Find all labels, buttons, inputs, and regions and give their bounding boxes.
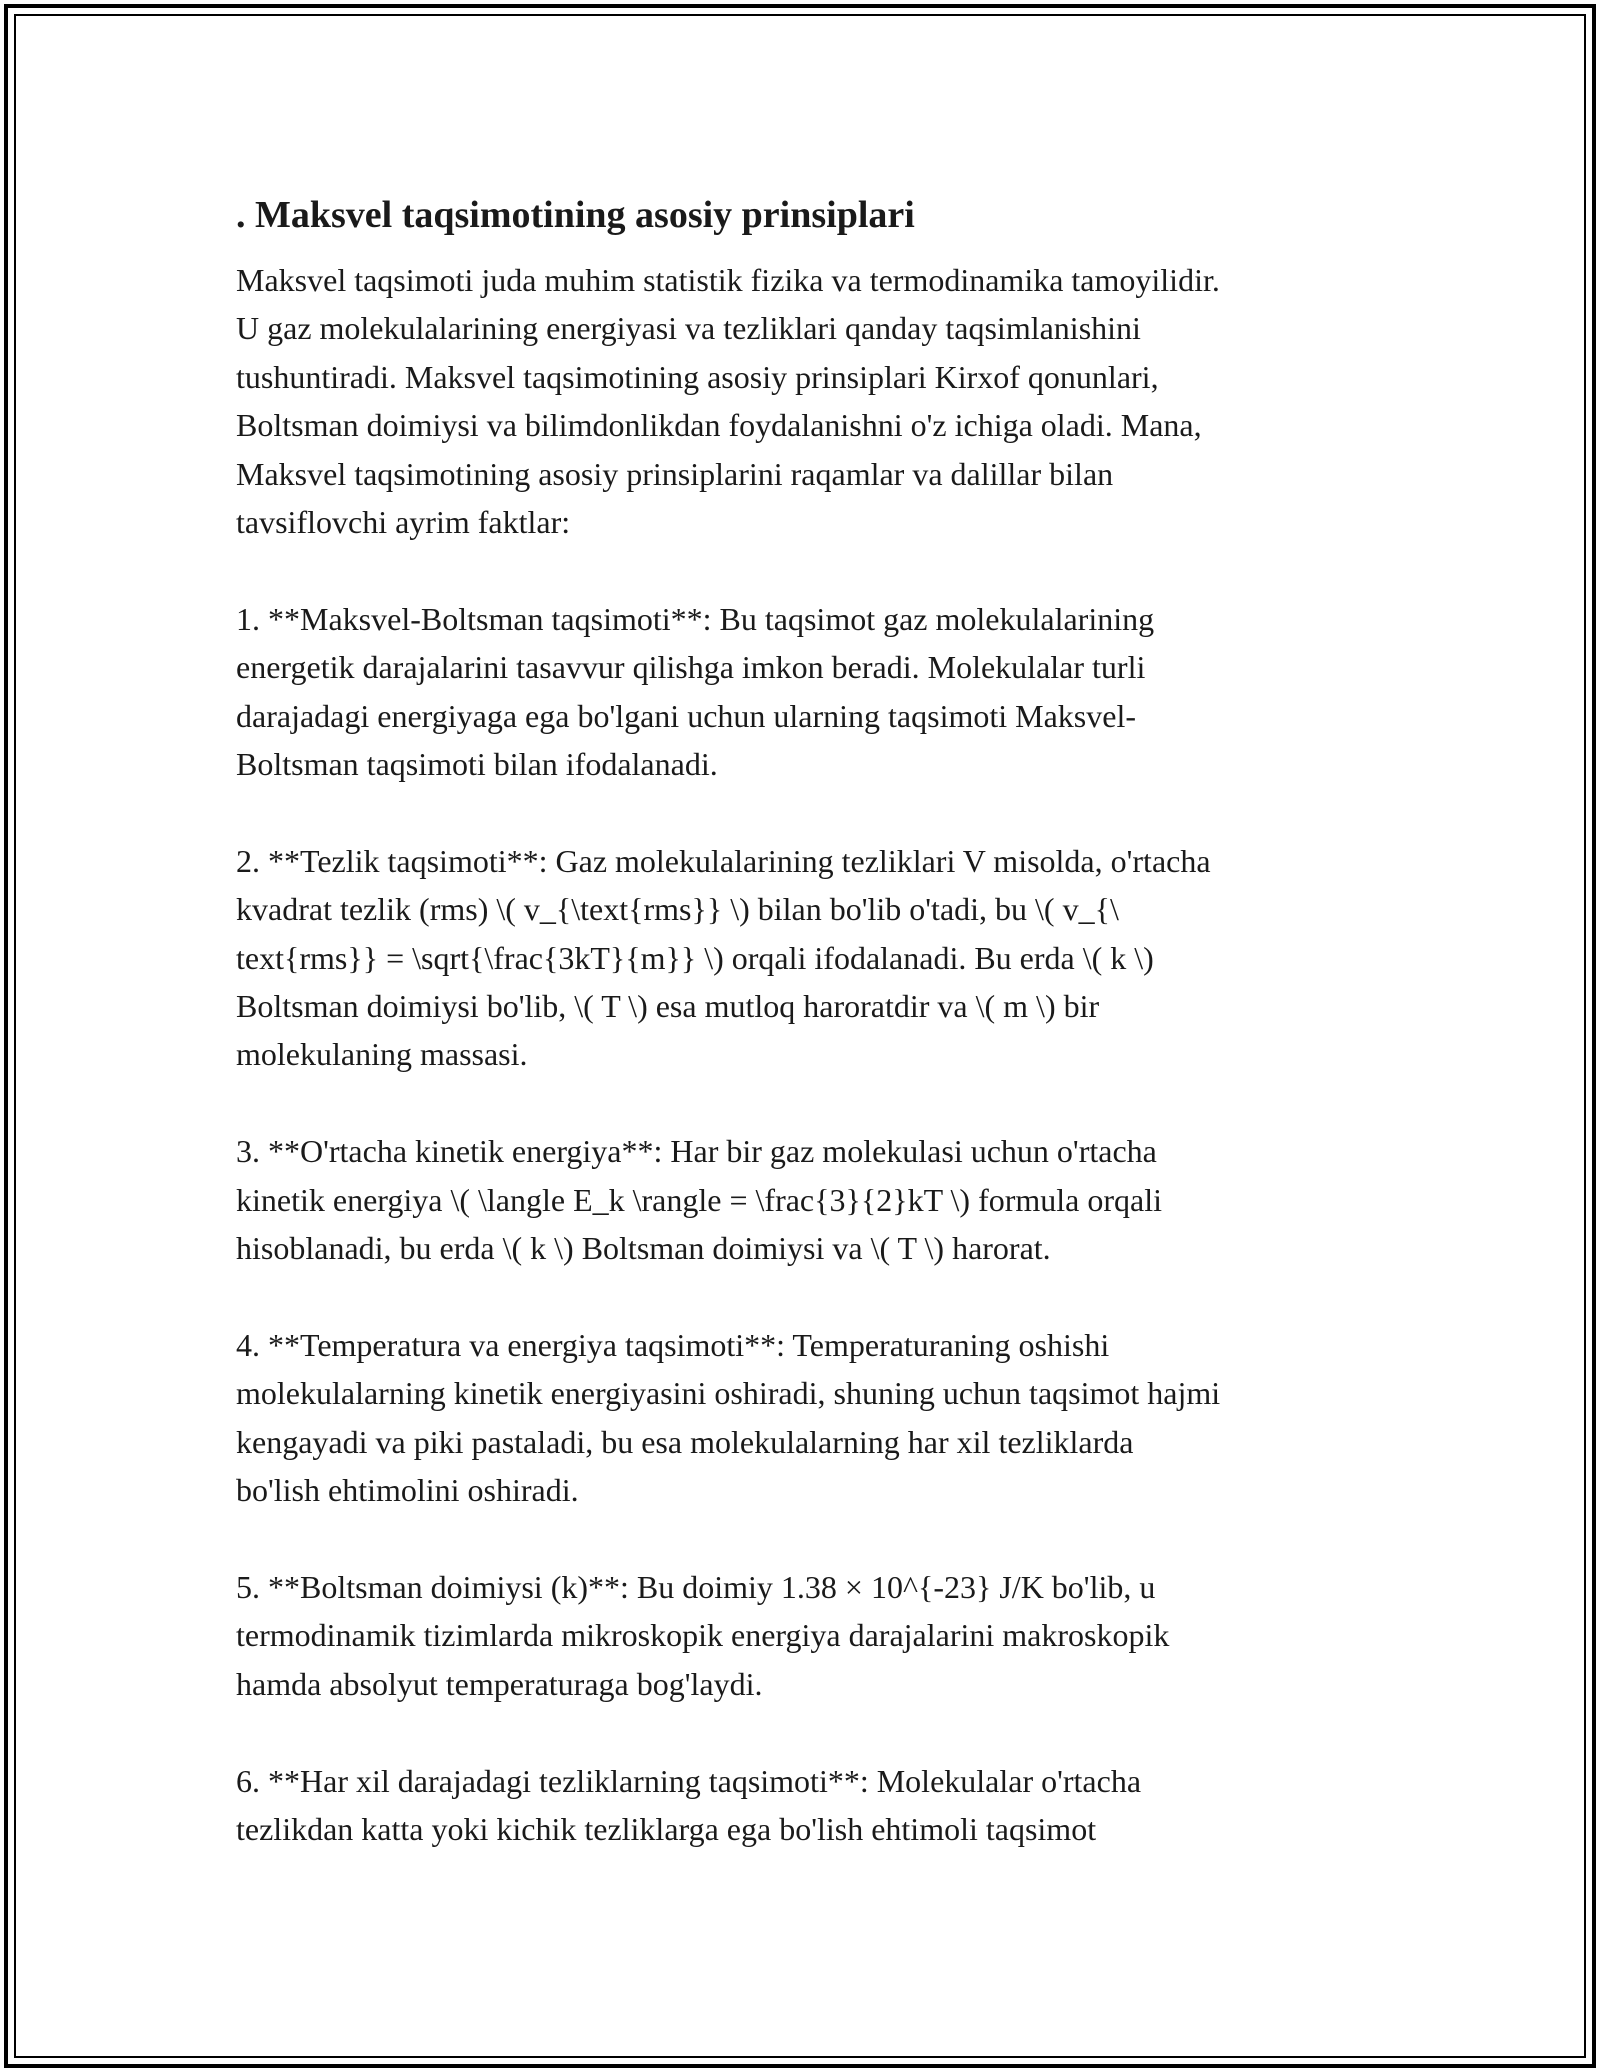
intro-line: tavsiflovchi ayrim faktlar: — [236, 504, 571, 541]
list-item-3 — [236, 1127, 1376, 1272]
item-line: kinetik energiya \( \langle E_k \rangle = \frac{3}{2}kT \) formula orqali — [236, 1181, 1163, 1218]
item-line: Boltsman taqsimoti bilan ifodalanadi. — [236, 746, 718, 783]
item-line: 4. **Temperatura va energiya taqsimoti**: Temperaturaning oshishi — [236, 1326, 1110, 1363]
list-item-6 — [236, 1757, 1376, 1854]
item-line: tezlikdan katta yoki kichik tezliklarga ega bo'lish ehtimoli taqsimot — [236, 1810, 1097, 1847]
item-line: hamda absolyut temperaturaga bog'laydi. — [236, 1665, 763, 1702]
item-line: 6. **Har xil darajadagi tezliklarning taqsimoti**: Molekulalar o'rtacha — [236, 1762, 1142, 1799]
item-line: darajadagi energiyaga ega bo'lgani uchun ularning taqsimoti Maksvel- — [236, 697, 1136, 734]
item-line: energetik darajalarini tasavvur qilishga imkon beradi. Molekulalar turli — [236, 649, 1146, 686]
item-line: 2. **Tezlik taqsimoti**: Gaz molekulalarining tezliklari V misolda, o'rtacha — [236, 842, 1211, 879]
item-line: kengayadi va piki pastaladi, bu esa molekulalarning har xil tezliklarda — [236, 1423, 1134, 1460]
intro-line: tushuntiradi. Maksvel taqsimotining asosiy prinsiplari Kirxof qonunlari, — [236, 358, 1159, 395]
item-line: 3. **O'rtacha kinetik energiya**: Har bir gaz molekulasi uchun o'rtacha — [236, 1133, 1157, 1170]
item-line: bo'lish ehtimolini oshiradi. — [236, 1472, 579, 1509]
item-line: termodinamik tizimlarda mikroskopik energiya darajalarini makroskopik — [236, 1617, 1170, 1654]
intro-paragraph — [236, 256, 1376, 546]
intro-line: Maksvel taqsimoti juda muhim statistik fizika va termodinamika tamoyilidir. — [236, 262, 1220, 298]
item-line: text{rms}} = \sqrt{\frac{3kT}{m}} \) orqali ifodalanadi. Bu erda \( k \) — [236, 939, 1154, 976]
item-line: 1. **Maksvel-Boltsman taqsimoti**: Bu taqsimot gaz molekulalarining — [236, 600, 1155, 637]
item-line: 5. **Boltsman doimiysi (k)**: Bu doimiy 1.38 × 10^{-23} J/K bo'lib, u — [236, 1568, 1156, 1605]
document-body — [236, 188, 1376, 1853]
item-line: molekulaning massasi. — [236, 1036, 528, 1073]
document-title: . Maksvel taqsimotining asosiy prinsiplari — [236, 194, 915, 236]
item-line: hisoblanadi, bu erda \( k \) Boltsman doimiysi va \( T \) harorat. — [236, 1230, 1051, 1267]
list-item-4 — [236, 1321, 1376, 1515]
intro-line: U gaz molekulalarining energiyasi va tezliklari qanday taqsimlanishini — [236, 310, 1141, 347]
item-line: Boltsman doimiysi bo'lib, \( T \) esa mutloq haroratdir va \( m \) bir — [236, 988, 1100, 1025]
list-item-5 — [236, 1563, 1376, 1708]
item-line: kvadrat tezlik (rms) \( v_{\text{rms}} \) bilan bo'lib o'tadi, bu \( v_{\ — [236, 891, 1119, 928]
list-item-2 — [236, 837, 1376, 1079]
item-line: molekulalarning kinetik energiyasini oshiradi, shuning uchun taqsimot hajmi — [236, 1375, 1221, 1412]
intro-line: Boltsman doimiysi va bilimdonlikdan foydalanishni o'z ichiga oladi. Mana, — [236, 407, 1202, 444]
intro-line: Maksvel taqsimotining asosiy prinsiplarini raqamlar va dalillar bilan — [236, 455, 1114, 492]
list-item-1 — [236, 595, 1376, 789]
